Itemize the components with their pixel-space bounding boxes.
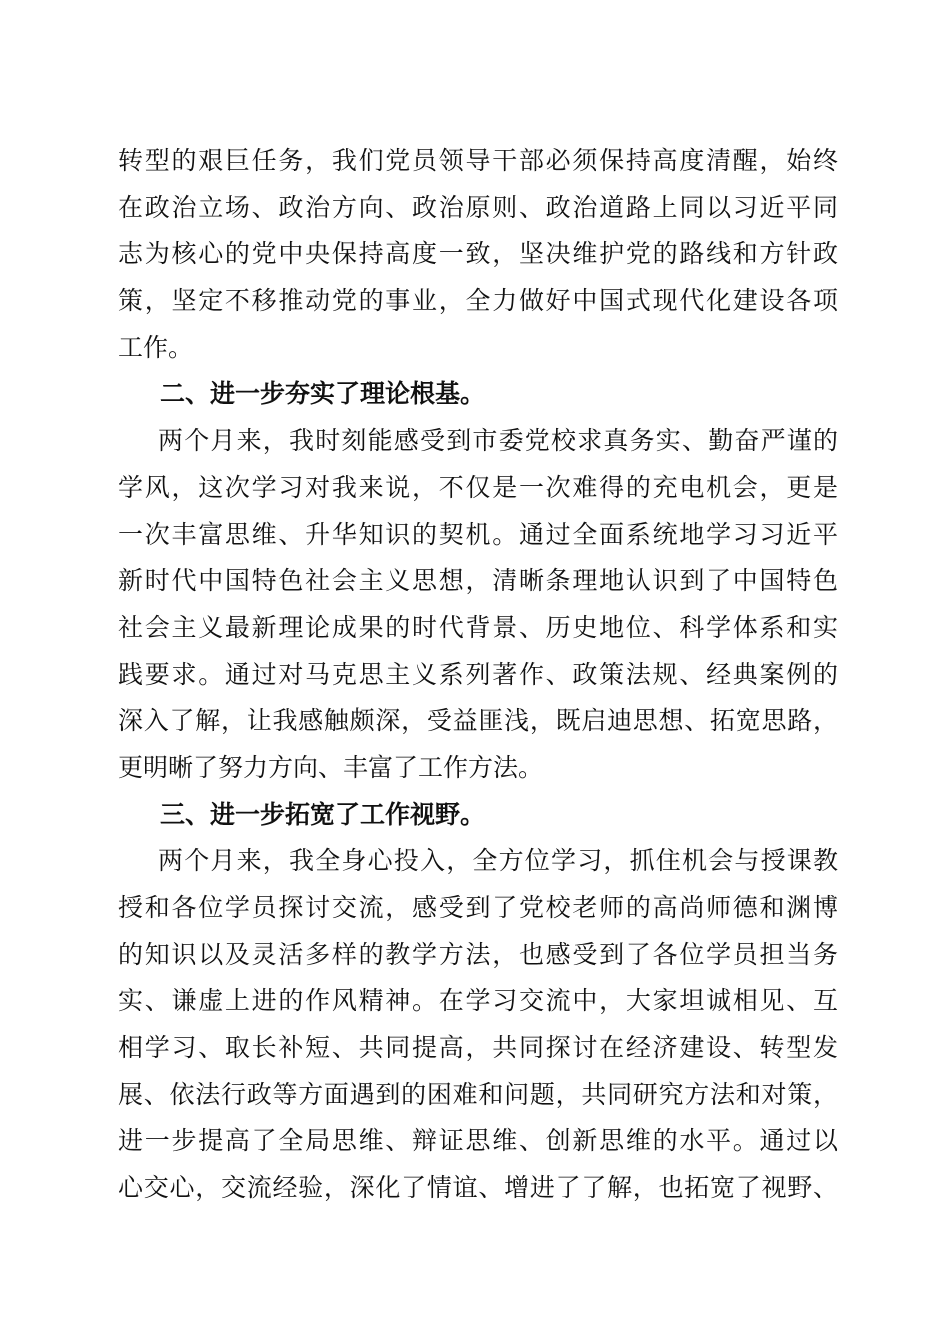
text-line: 相学习、取长补短、共同提高，共同探讨在经济建设、转型发 [118, 1033, 838, 1063]
paragraph-theory [118, 418, 838, 792]
text-line: 深入了解，让我感触颇深，受益匪浅，既启迪思想、拓宽思路， [118, 706, 838, 736]
text-line: 策，坚定不移推动党的事业，全力做好中国式现代化建设各项 [118, 286, 838, 316]
text-line: 转型的艰巨任务，我们党员领导干部必须保持高度清醒，始终 [118, 146, 838, 175]
text-line: 授和各位学员探讨交流，感受到了党校老师的高尚师德和渊博 [118, 893, 838, 922]
text-line: 新时代中国特色社会主义思想，清晰条理地认识到了中国特色 [118, 566, 838, 596]
text-line: 工作。 [118, 332, 194, 362]
document-body [118, 138, 838, 1212]
text-line: 践要求。通过对马克思主义系列著作、政策法规、经典案例的 [118, 659, 838, 689]
paragraph-vision [118, 838, 838, 1212]
text-line: 进一步提高了全局思维、辩证思维、创新思维的水平。通过以 [118, 1126, 838, 1156]
section-heading-2: 二、进一步夯实了理论根基。 [160, 379, 486, 409]
text-line: 更明晰了努力方向、丰富了工作方法。 [118, 752, 544, 782]
section-heading-3: 三、进一步拓宽了工作视野。 [160, 799, 486, 829]
text-line: 的知识以及灵活多样的教学方法，也感受到了各位学员担当务 [118, 939, 838, 969]
text-line: 两个月来，我时刻能感受到市委党校求真务实、勤奋严谨的 [158, 426, 838, 456]
paragraph-continuation [118, 138, 838, 371]
text-line: 社会主义最新理论成果的时代背景、历史地位、科学体系和实 [118, 612, 838, 642]
text-line: 学风，这次学习对我来说，不仅是一次难得的充电机会，更是 [118, 472, 838, 502]
text-line: 在政治立场、政治方向、政治原则、政治道路上同以习近平同 [118, 192, 838, 222]
text-line: 两个月来，我全身心投入，全方位学习，抓住机会与授课教 [158, 846, 838, 876]
text-line: 一次丰富思维、升华知识的契机。通过全面系统地学习习近平 [118, 519, 838, 549]
text-line: 实、谦虚上进的作风精神。在学习交流中，大家坦诚相见、互 [118, 986, 838, 1016]
text-line: 心交心，交流经验，深化了情谊、增进了了解，也拓宽了视野、 [118, 1173, 838, 1203]
text-line: 志为核心的党中央保持高度一致，坚决维护党的路线和方针政 [118, 239, 838, 269]
text-line: 展、依法行政等方面遇到的困难和问题，共同研究方法和对策， [118, 1079, 838, 1109]
